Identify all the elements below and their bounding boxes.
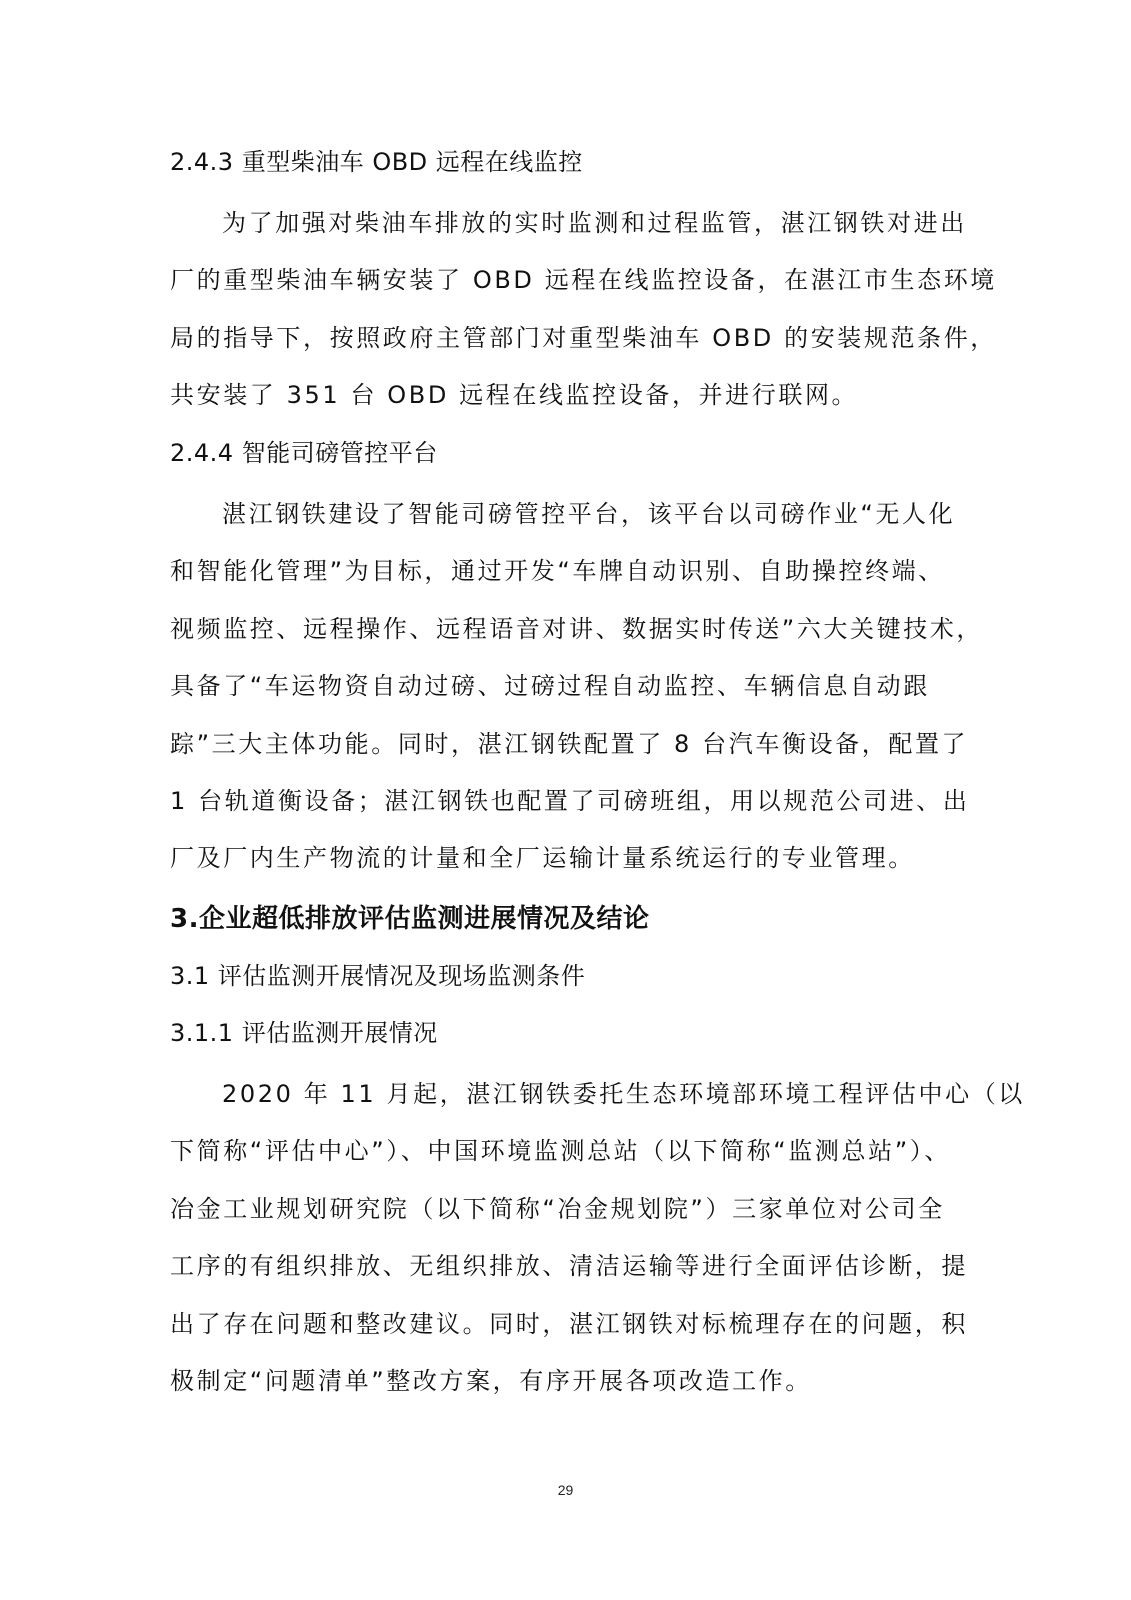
section-heading-3: 3.企业超低排放评估监测进展情况及结论 (170, 904, 650, 934)
paragraph-line: 局的指导下，按照政府主管部门对重型柴油车 OBD 的安装规范条件， (170, 323, 997, 352)
section-heading-2-4-4: 2.4.4 智能司磅管控平台 (170, 439, 438, 467)
paragraph-line: 厂的重型柴油车辆安装了 OBD 远程在线监控设备，在湛江市生态环境 (170, 266, 997, 295)
paragraph-weighing-platform (170, 486, 984, 888)
paragraph-line: 极制定“问题清单”整改方案，有序开展各项改造工作。 (170, 1366, 812, 1395)
paragraph-line: 冶金工业规划研究院（以下简称“冶金规划院”）三家单位对公司全 (170, 1194, 945, 1223)
paragraph-line: 厂及厂内生产物流的计量和全厂运输计量系统运行的专业管理。 (170, 844, 915, 873)
paragraph-line: 和智能化管理”为目标，通过开发“车牌自动识别、自助操控终端、 (170, 557, 945, 586)
paragraph-line: 视频监控、远程操作、远程语音对讲、数据实时传送”六大关键技术， (170, 614, 984, 643)
paragraph-line: 湛江钢铁建设了智能司磅管控平台，该平台以司磅作业“无人化 (222, 500, 956, 528)
section-heading-2-4-3: 2.4.3 重型柴油车 OBD 远程在线监控 (170, 148, 583, 176)
paragraph-line: 踪”三大主体功能。同时，湛江钢铁配置了 8 台汽车衡设备，配置了 (170, 729, 969, 758)
page-number: 29 (557, 1482, 574, 1498)
paragraph-line: 下简称“评估中心”）、中国环境监测总站（以下简称“监测总站”）、 (170, 1137, 951, 1166)
paragraph-line: 为了加强对柴油车排放的实时监测和过程监管，湛江钢铁对进出 (222, 209, 967, 237)
paragraph-line: 共安装了 351 台 OBD 远程在线监控设备，并进行联网。 (170, 381, 859, 410)
section-heading-3-1: 3.1 评估监测开展情况及现场监测条件 (170, 962, 586, 990)
paragraph-obd-monitoring (170, 195, 997, 425)
paragraph-line: 具备了“车运物资自动过磅、过磅过程自动监控、车辆信息自动跟 (170, 672, 930, 701)
paragraph-line: 出了存在问题和整改建议。同时，湛江钢铁对标梳理存在的问题，积 (170, 1309, 968, 1338)
section-heading-3-1-1: 3.1.1 评估监测开展情况 (170, 1019, 438, 1047)
paragraph-line: 工序的有组织排放、无组织排放、清洁运输等进行全面评估诊断，提 (170, 1252, 968, 1281)
paragraph-assessment (170, 1066, 1025, 1410)
paragraph-line: 2020 年 11 月起，湛江钢铁委托生态环境部环境工程评估中心（以 (222, 1080, 1025, 1108)
paragraph-line: 1 台轨道衡设备；湛江钢铁也配置了司磅班组，用以规范公司进、出 (170, 786, 970, 815)
